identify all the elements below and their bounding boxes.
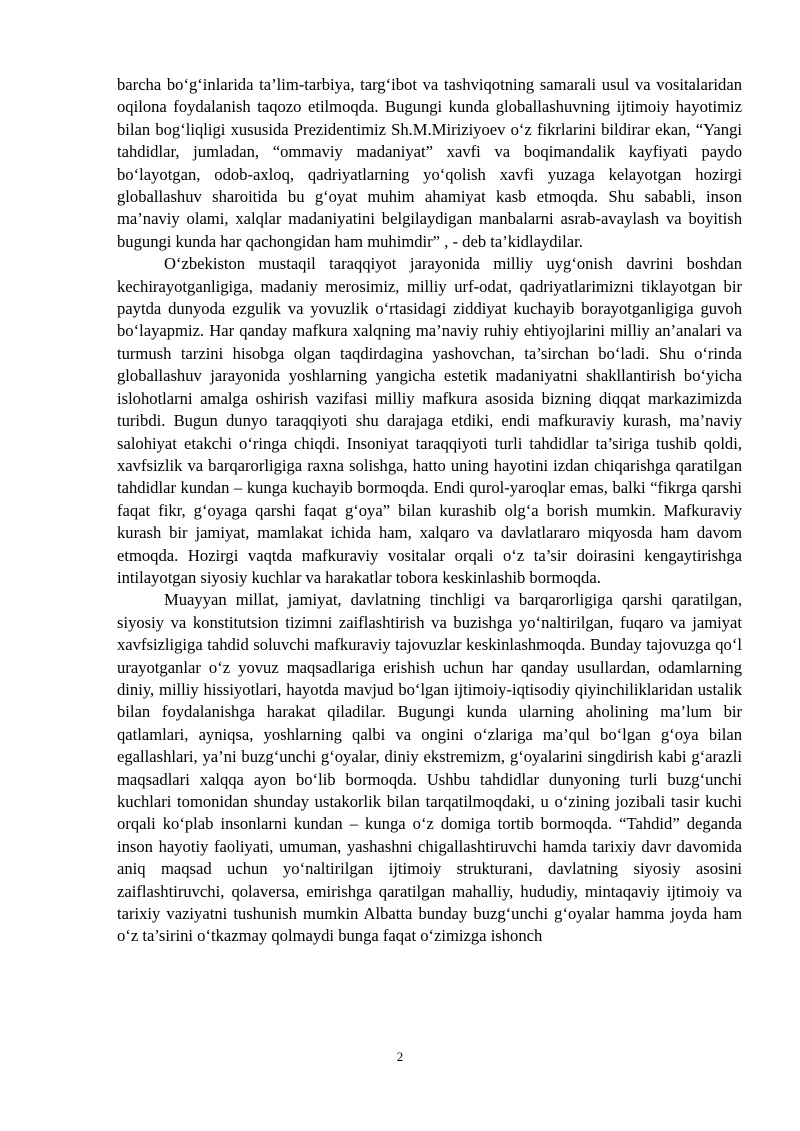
paragraph-continuation: barcha bo‘g‘inlarida ta’lim-tarbiya, targ‘ibot va tashviqotning samarali usul va vositalaridan oqilona foydalanish taqozo etilmoqda. Bugungi kunda globallashuvning ijtimoiy hayotimiz bilan bog‘liqligi xususida Prezidentimiz Sh.M.Miriziyoev o‘z fikrlarini bildirar ekan, “Yangi tahdidlar, jumladan, “ommaviy madaniyat” xavfi va boqimandalik kayfiyati paydo bo‘layotgan, odob-axloq, qadriyatlarning yo‘qolish xavfi yuzaga kelayotgan hozirgi globallashuv sharoitida bu g‘oyat muhim ahamiyat kasb etmoqda. Shu sababli, inson ma’naviy olami, xalqlar madaniyatini belgilaydigan manbalarni asrab-avaylash va boyitish bugungi kunda har qachongidan ham muhimdir” , - deb ta’kidlaydilar. <box>117 75 742 251</box>
page-number: 2 <box>396 1049 404 1064</box>
paragraph-uzbekistan-development: O‘zbekiston mustaqil taraqqiyot jarayonida milliy uyg‘onish davrini boshdan kechirayotganligiga, madaniy merosimiz, milliy urf-odat, qadriyatlarimizni tiklayotgan bir paytda dunyoda ezgulik va yovuzlik o‘rtasidagi ziddiyat kuchayib borayotganligiga guvoh bo‘layapmiz. Har qanday mafkura xalqning ma’naviy ruhiy ehtiyojlarini milliy an’analari va turmush tarzini hisobga olgan taqdirdagina yashovchan, ta’sirchan bo‘ladi. Shu o‘rinda globallashuv jarayonida yoshlarning yangicha estetik madaniyatni shakllantirish bo‘yicha islohotlarni amalga oshirish vazifasi milliy mafkura asosida bizning diqqat markazimizda turibdi. Bugun dunyo taraqqiyoti shu darajaga etdiki, endi mafkuraviy kurash, ma’naviy salohiyat etakchi o‘ringa chiqdi. Insoniyat taraqqiyoti turli tahdidlar ta’siriga tushib qoldi, xavfsizlik va barqarorligiga raxna solishga, hatto uning hayotini izdan chiqarishga qaratilgan tahdidlar kundan – kunga kuchayib bormoqda. Endi qurol-yaroqlar emas, balki “fikrga qarshi faqat fikr, g‘oyaga qarshi faqat g‘oya” bilan kurashib olg‘a borish mumkin. Mafkuraviy kurash bir jamiyat, mamlakat ichida ham, xalqaro va davlatlararo miqyosda ham davom etmoqda. Hozirgi vaqtda mafkuraviy vositalar orqali o‘z ta’sir doirasini kengaytirishga intilayotgan siyosiy kuchlar va harakatlar tobora keskinlashib bormoqda. <box>117 254 742 587</box>
document-page <box>117 74 742 948</box>
paragraph-ideological-threats: Muayyan millat, jamiyat, davlatning tinchligi va barqarorligiga qarshi qaratilgan, siyosiy va konstitutsion tizimni zaiflashtirish va buzishga yo‘naltirilgan, fuqaro va jamiyat xavfsizligiga tahdid soluvchi mafkuraviy tajovuzlar keskinlashmoqda. Bunday tajovuzga qo‘l urayotganlar o‘z yovuz maqsadlariga erishish uchun har qanday usullardan, odamlarning diniy, milliy hissiyotlari, hayotda mavjud bo‘lgan ijtimoiy-iqtisodiy qiyinchiliklaridan ustalik bilan foydalanishga harakat qiladilar. Bugungi kunda ularning aholining ma’lum bir qatlamlari, ayniqsa, yoshlarning qalbi va ongini o‘zlariga ma’qul bo‘lgan g‘oya bilan egallashlari, ya’ni buzg‘unchi g‘oyalar, diniy ekstremizm, g‘oyalarini singdirish kabi g‘arazli maqsadlari xalqqa ayon bo‘lib bormoqda. Ushbu tahdidlar dunyoning turli buzg‘unchi kuchlari tomonidan shunday ustakorlik bilan tarqatilmoqdaki, u o‘zining jozibali tasir kuchi orqali ko‘plab insonlarni kundan – kunga o‘z domiga tortib bormoqda. “Tahdid” deganda inson hayotiy faoliyati, umuman, yashashni chigallashtiruvchi hamda tarixiy davr davomida aniq maqsad uchun yo‘naltirilgan ijtimoiy strukturani, davlatning siyosiy asosini zaiflashtiruvchi, qolaversa, emirishga qaratilgan mahalliy, hududiy, mintaqaviy ijtimoiy va tarixiy vaziyatni tushunish mumkin Albatta bunday buzg‘unchi g‘oyalar hamma joyda ham o‘z ta’sirini o‘tkazmay qolmaydi bunga faqat o‘zimizga ishonch <box>117 590 742 946</box>
